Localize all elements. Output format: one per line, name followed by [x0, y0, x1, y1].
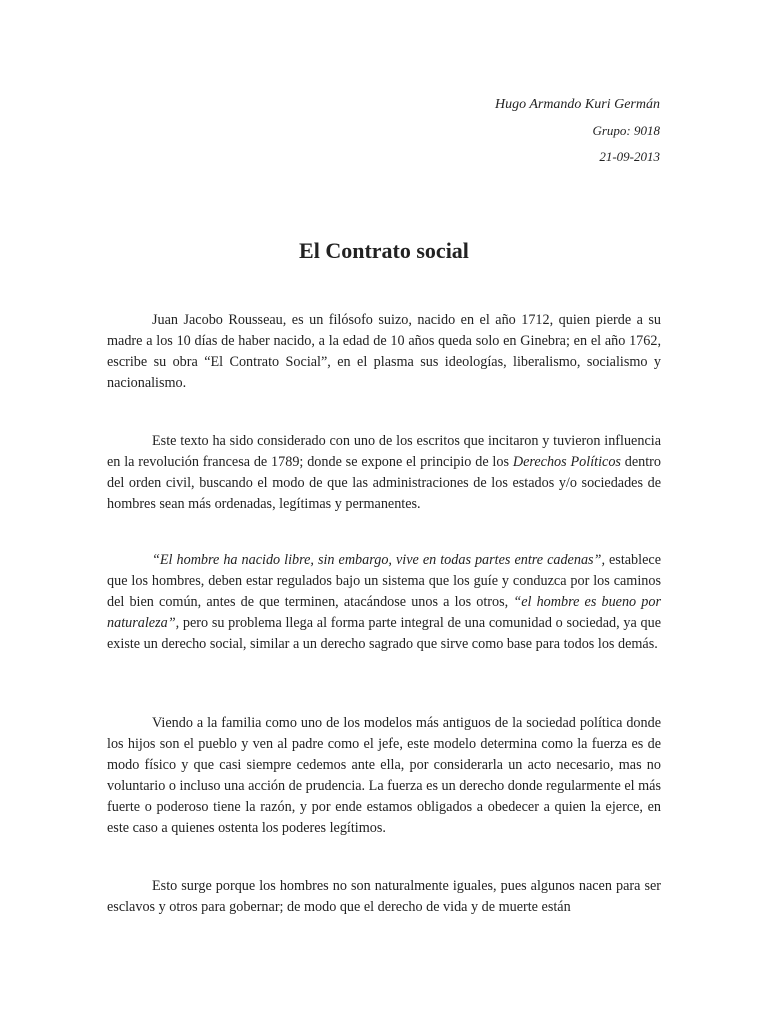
author-header: [495, 92, 660, 170]
paragraph-3-text-a: establece que los hombres, deben estar regulados bajo un sistema que los guíe y conduzca por los caminos del bien común, antes de que terminen, atacándose unos a los otros,: [107, 552, 661, 610]
paragraph-3: [107, 550, 661, 655]
paragraph-4: Viendo a la familia como uno de los modelos más antiguos de la sociedad política donde los hijos son el pueblo y ven al padre como el jefe, este modelo determina como la fuerza es de modo físico y que casi siempre cedemos ante ella, por considerarla un acto necesario, mas no voluntario o incluso una acción de prudencia. La fuerza es un derecho donde regularmente el más fuerte o poderoso tiene la razón, y por ende estamos obligados a obedecer a quien la ejerce, en este caso a quienes ostenta los poderes legítimos.: [107, 715, 661, 836]
author-name: Hugo Armando Kuri Germán: [494, 97, 660, 112]
date-label: 21-09-2013: [599, 149, 660, 164]
document-title: El Contrato social: [299, 238, 469, 263]
paragraph-2-emphasis: Derechos Políticos: [512, 454, 621, 470]
paragraph-5: Esto surge porque los hombres no son naturalmente iguales, pues algunos nacen para ser esclavos y otros para gobernar; de modo que el derecho de vida y de muerte están: [107, 878, 661, 915]
paragraph-3-quote-1: “El hombre ha nacido libre, sin embargo, vive en todas partes entre cadenas”,: [152, 552, 605, 568]
paragraph-1: Juan Jacobo Rousseau, es un filósofo suizo, nacido en el año 1712, quien pierde a su madre a los 10 días de haber nacido, a la edad de 10 años queda solo en Ginebra; en el año 1762, escribe su obra “El Contrato Social”, en el plasma sus ideologías, liberalismo, socialismo y nacionalismo.: [107, 312, 661, 391]
paragraph-2-text-b: dentro del orden civil, buscando el modo de que las administraciones de los estados y/o sociedades de hombres sean más ordenadas, legítimas y permanentes.: [107, 454, 662, 512]
paragraph-3-text-b: pero su problema llega al forma parte integral de una comunidad o sociedad, ya que existe un derecho social, similar a un derecho sagrado que sirve como base para todos los demás.: [107, 615, 661, 652]
paragraph-2: [107, 431, 661, 515]
paragraph-3-quote-2: “el hombre es bueno por naturaleza”,: [107, 594, 661, 631]
paragraph-2-text-a: Este texto ha sido considerado con uno de los escritos que incitaron y tuvieron influencia en la revolución francesa de 1789; donde se expone el principio de los: [107, 433, 661, 470]
group-label: Grupo: 9018: [592, 123, 660, 138]
